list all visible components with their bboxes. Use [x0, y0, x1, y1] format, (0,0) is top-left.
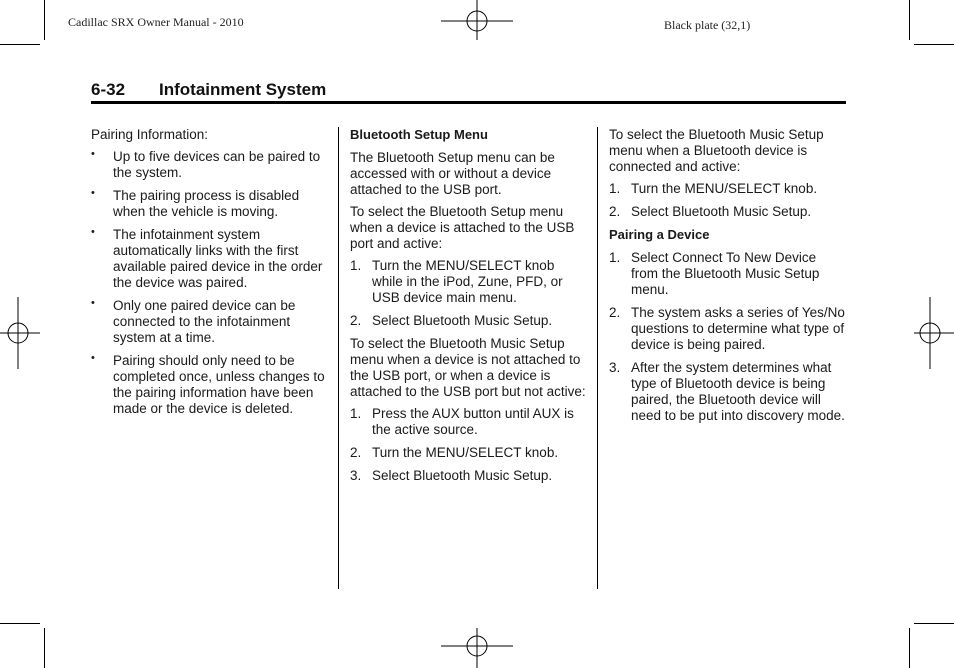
steps-list	[350, 258, 588, 329]
column-divider-2	[597, 127, 598, 589]
list-item-text: Only one paired device can be connected to the infotainment system at a time.	[113, 298, 296, 345]
crop-mark-bottom-left-horizontal	[0, 623, 40, 624]
step-item	[609, 181, 845, 197]
heading-rule	[91, 101, 846, 104]
step-number: 1.	[350, 258, 362, 273]
page-number: 6-32	[91, 80, 126, 99]
crop-mark-top-right-vertical	[909, 0, 910, 40]
bullet-icon: •	[91, 226, 95, 238]
list-item-text: The infotainment system automatically links with the first available paired device in the order the device was paired.	[113, 227, 323, 290]
steps-list	[609, 181, 845, 220]
step-item	[609, 250, 845, 298]
crop-mark-bottom-right-horizontal	[914, 623, 954, 624]
crop-mark-top-left-vertical	[44, 0, 45, 40]
registration-mark-left	[0, 297, 40, 371]
list-item	[91, 188, 329, 220]
list-item	[91, 353, 329, 417]
step-text: Press the AUX button until AUX is the active source.	[372, 406, 574, 437]
paragraph: To select the Bluetooth Music Setup menu when a Bluetooth device is connected and active:	[609, 127, 824, 174]
column-divider-1	[338, 127, 339, 589]
column-3	[609, 127, 845, 431]
column-1	[91, 127, 329, 424]
step-text: Select Bluetooth Music Setup.	[372, 468, 553, 483]
step-text: The system asks a series of Yes/No questions to determine what type of device is being paired.	[631, 305, 845, 352]
step-text: Turn the MENU/SELECT knob while in the iPod, Zune, PFD, or USB device main menu.	[372, 258, 563, 305]
list-item-text: Up to five devices can be paired to the system.	[113, 149, 321, 180]
steps-list	[350, 406, 588, 484]
step-item	[350, 258, 588, 306]
paragraph: To select the Bluetooth Setup menu when a device is attached to the USB port and active:	[350, 204, 575, 251]
list-item	[91, 227, 329, 291]
crop-mark-top-right-horizontal	[914, 44, 954, 45]
registration-mark-bottom	[441, 628, 515, 668]
document-title: Cadillac SRX Owner Manual - 2010	[68, 15, 244, 29]
column-2	[350, 127, 588, 491]
step-number: 1.	[609, 250, 621, 265]
step-number: 1.	[609, 181, 621, 196]
step-number: 2.	[609, 204, 621, 219]
step-number: 2.	[350, 313, 362, 328]
section-heading	[91, 80, 326, 100]
step-number: 2.	[609, 305, 621, 320]
step-text: Select Bluetooth Music Setup.	[631, 204, 812, 219]
crop-mark-bottom-right-vertical	[909, 628, 910, 668]
list-item	[91, 298, 329, 346]
step-item	[350, 468, 588, 484]
step-item	[350, 445, 588, 461]
list-item-text: The pairing process is disabled when the vehicle is moving.	[113, 188, 300, 219]
paragraph: To select the Bluetooth Music Setup menu when a device is not attached to the USB port, or when a device is attached to the USB port but not active:	[350, 336, 586, 399]
step-text: Select Bluetooth Music Setup.	[372, 313, 553, 328]
step-number: 3.	[350, 468, 362, 483]
list-item	[91, 149, 329, 181]
paragraph: The Bluetooth Setup menu can be accessed with or without a device attached to the USB port.	[350, 150, 555, 197]
step-item	[609, 204, 845, 220]
section-title: Infotainment System	[159, 80, 327, 99]
registration-mark-top	[441, 0, 515, 40]
step-number: 1.	[350, 406, 362, 421]
pairing-information-list	[91, 149, 329, 417]
step-item	[609, 305, 845, 353]
pairing-a-device-heading: Pairing a Device	[609, 227, 710, 242]
step-item	[350, 313, 588, 329]
pairing-information-intro: Pairing Information:	[91, 127, 209, 142]
registration-mark-right	[914, 297, 954, 371]
bullet-icon: •	[91, 352, 95, 364]
step-item	[609, 360, 845, 424]
bullet-icon: •	[91, 187, 95, 199]
list-item-text: Pairing should only need to be completed once, unless changes to the pairing information have been made or the device is deleted.	[113, 353, 325, 416]
crop-mark-bottom-left-vertical	[44, 628, 45, 668]
bullet-icon: •	[91, 297, 95, 309]
step-text: Turn the MENU/SELECT knob.	[631, 181, 818, 196]
step-text: Turn the MENU/SELECT knob.	[372, 445, 559, 460]
step-number: 3.	[609, 360, 621, 375]
plate-label: Black plate (32,1)	[664, 18, 751, 32]
step-text: Select Connect To New Device from the Bluetooth Music Setup menu.	[631, 250, 820, 297]
crop-mark-top-left-horizontal	[0, 44, 40, 45]
step-number: 2.	[350, 445, 362, 460]
steps-list	[609, 250, 845, 424]
step-item	[350, 406, 588, 438]
bullet-icon: •	[91, 148, 95, 160]
step-text: After the system determines what type of Bluetooth device is being paired, the Bluetooth device will need to be put into discovery mode.	[631, 360, 845, 423]
bluetooth-setup-menu-heading: Bluetooth Setup Menu	[350, 127, 488, 142]
